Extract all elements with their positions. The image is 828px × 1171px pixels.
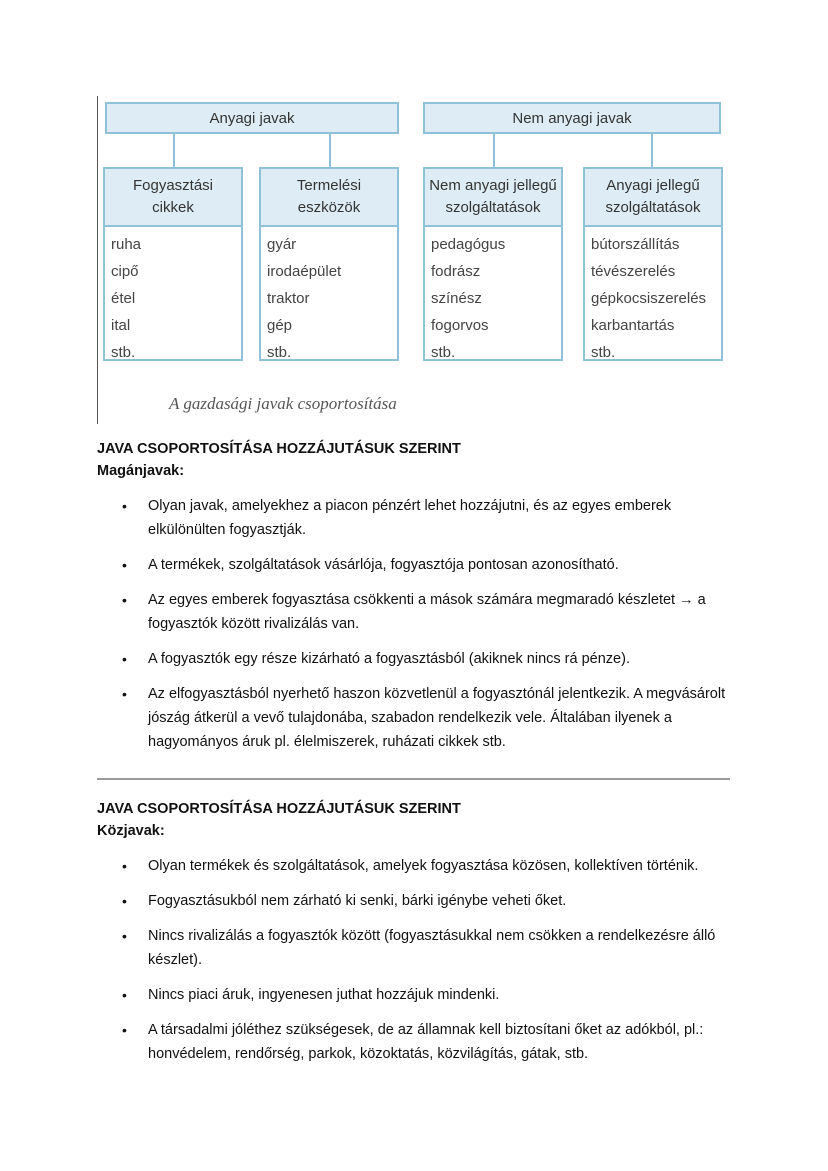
list-item: fogorvos bbox=[431, 317, 489, 334]
list-item bbox=[97, 889, 737, 913]
bullet-icon: • bbox=[122, 592, 127, 608]
connector bbox=[173, 134, 175, 167]
horizontal-divider bbox=[97, 778, 730, 780]
diagram-left-border bbox=[97, 96, 98, 424]
bullet-icon: • bbox=[122, 1022, 127, 1038]
bullet-icon: • bbox=[122, 498, 127, 514]
section-subtitle: Közjavak: bbox=[97, 823, 165, 839]
list-item: bútorszállítás bbox=[591, 236, 680, 253]
bullet-icon: • bbox=[122, 987, 127, 1003]
header-line: Fogyasztási bbox=[132, 177, 214, 194]
list-item: pedagógus bbox=[431, 236, 506, 253]
bullet-text: Nincs rivalizálás a fogyasztók között (fogyasztásukkal nem csökken a rendelkezésre álló készlet). bbox=[148, 928, 716, 968]
section-title: JAVA CSOPORTOSÍTÁSA HOZZÁJUTÁSUK SZERINT bbox=[97, 441, 461, 457]
bullet-icon: • bbox=[122, 893, 127, 909]
header-line: eszközök bbox=[297, 199, 361, 216]
top-box-material-goods: Anyagi javak bbox=[105, 102, 399, 134]
column-header bbox=[105, 169, 241, 227]
connector bbox=[493, 134, 495, 167]
list-item bbox=[97, 854, 737, 878]
top-box-nonmaterial-goods: Nem anyagi javak bbox=[423, 102, 721, 134]
bullet-list bbox=[97, 854, 737, 1066]
section-subtitle: Magánjavak: bbox=[97, 463, 185, 479]
column-header bbox=[425, 169, 561, 227]
column-production-goods bbox=[259, 167, 399, 361]
header-line: szolgáltatások bbox=[445, 199, 541, 216]
column-header bbox=[261, 169, 397, 227]
list-item: tévészerelés bbox=[591, 263, 676, 280]
section-title: JAVA CSOPORTOSÍTÁSA HOZZÁJUTÁSUK SZERINT bbox=[97, 801, 461, 817]
list-item: ital bbox=[111, 317, 131, 334]
list-item: traktor bbox=[267, 290, 310, 307]
list-item: gépkocsiszerelés bbox=[591, 290, 707, 307]
section-public-goods bbox=[97, 798, 737, 1077]
bullet-text: A fogyasztók egy része kizárható a fogyasztásból (akiknek nincs rá pénze). bbox=[148, 651, 630, 667]
list-item bbox=[97, 494, 737, 542]
bullet-icon: • bbox=[122, 928, 127, 944]
list-item bbox=[97, 924, 737, 972]
bullet-text: Olyan termékek és szolgáltatások, amelyek fogyasztása közösen, kollektíven történik. bbox=[148, 858, 699, 874]
list-item: karbantartás bbox=[591, 317, 675, 334]
list-item: ruha bbox=[111, 236, 142, 253]
column-header bbox=[585, 169, 721, 227]
list-item: stb. bbox=[431, 344, 456, 361]
bullet-icon: • bbox=[122, 858, 127, 874]
bullet-list bbox=[97, 494, 737, 754]
list-item bbox=[97, 682, 737, 754]
list-item: gép bbox=[267, 317, 293, 334]
section-private-goods bbox=[97, 438, 737, 765]
list-item bbox=[97, 983, 737, 1007]
header-line: szolgáltatások bbox=[605, 199, 701, 216]
list-item: irodaépület bbox=[267, 263, 342, 280]
diagram-caption: A gazdasági javak csoportosítása bbox=[169, 394, 397, 413]
column-consumer-goods bbox=[103, 167, 243, 361]
column-material-services bbox=[583, 167, 723, 361]
bullet-text: Az egyes emberek fogyasztása csökkenti a mások számára megmaradó készletet → a fogyasztók között rivalizálás van. bbox=[148, 592, 706, 632]
list-item: étel bbox=[111, 290, 136, 307]
bullet-icon: • bbox=[122, 651, 127, 667]
bullet-text: Az elfogyasztásból nyerhető haszon közvetlenül a fogyasztónál jelentkezik. A megvásárolt jószág átkerül a vevő tulajdonába, szabadon rendelkezik vele. Általában ilyenek a hagyományos áruk pl. élelmiszerek, ruházati cikkek stb. bbox=[148, 686, 726, 750]
bullet-icon: • bbox=[122, 686, 127, 702]
list-item: cipő bbox=[111, 263, 139, 280]
column-nonmaterial-services bbox=[423, 167, 563, 361]
bullet-text: Fogyasztásukból nem zárható ki senki, bárki igénybe veheti őket. bbox=[148, 893, 567, 909]
header-line: cikkek bbox=[152, 199, 194, 216]
list-item: fodrász bbox=[431, 263, 481, 280]
list-item bbox=[97, 1018, 737, 1066]
bullet-icon: • bbox=[122, 557, 127, 573]
connector bbox=[329, 134, 331, 167]
column-items bbox=[105, 227, 241, 366]
list-item: stb. bbox=[111, 344, 136, 361]
list-item bbox=[97, 647, 737, 671]
header-line: Termelési bbox=[296, 177, 362, 194]
list-item: stb. bbox=[267, 344, 292, 361]
list-item: gyár bbox=[267, 236, 297, 253]
goods-classification-diagram bbox=[97, 96, 737, 426]
list-item bbox=[97, 553, 737, 577]
header-line: Nem anyagi jellegű bbox=[429, 177, 557, 194]
column-items bbox=[585, 227, 721, 366]
column-items bbox=[261, 227, 397, 366]
list-item bbox=[97, 588, 737, 636]
list-item: stb. bbox=[591, 344, 616, 361]
header-line: Anyagi jellegű bbox=[606, 177, 700, 194]
connector bbox=[651, 134, 653, 167]
bullet-text: A társadalmi jóléthez szükségesek, de az államnak kell biztosítani őket az adókból, pl.: honvédelem, rendőrség, parkok, közoktatás, közvilágítás, gátak, stb. bbox=[148, 1022, 704, 1062]
bullet-text: A termékek, szolgáltatások vásárlója, fogyasztója pontosan azonosítható. bbox=[148, 557, 619, 573]
bullet-text: Olyan javak, amelyekhez a piacon pénzért lehet hozzájutni, és az egyes emberek elkülönülten fogyasztják. bbox=[148, 498, 672, 538]
list-item: színész bbox=[431, 290, 482, 307]
column-items bbox=[425, 227, 561, 366]
bullet-text: Nincs piaci áruk, ingyenesen juthat hozzájuk mindenki. bbox=[148, 987, 500, 1003]
